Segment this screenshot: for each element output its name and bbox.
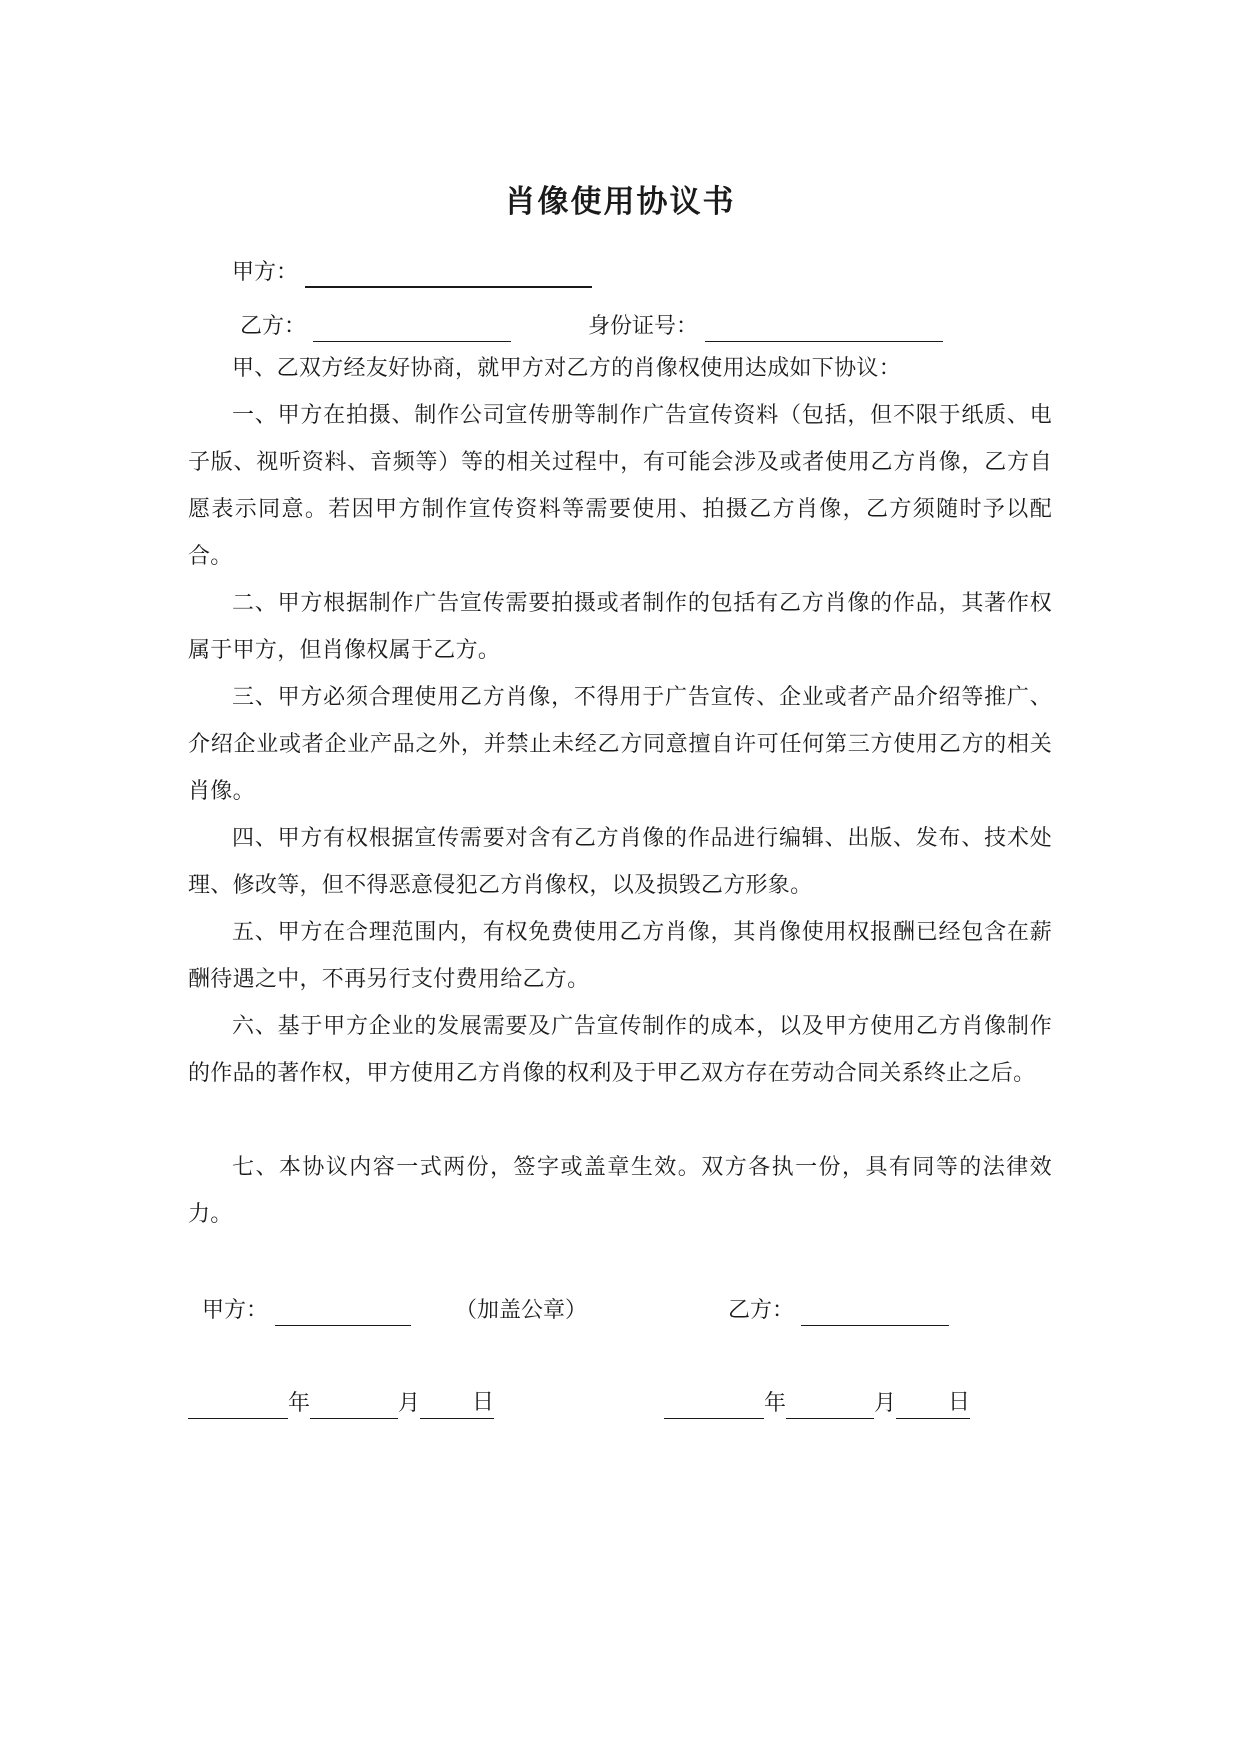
party-a-label: 甲方：: [232, 260, 299, 285]
party-b-label: 乙方：: [240, 314, 307, 339]
clause-6: 六、基于甲方企业的发展需要及广告宣传制作的成本，以及甲方使用乙方肖像制作的作品的著作权，甲方使用乙方肖像的权利及于甲乙双方存在劳动合同关系终止之后。: [188, 1014, 1052, 1086]
sign-party-b-label: 乙方：: [728, 1298, 795, 1323]
sign-party-a-label: 甲方：: [202, 1298, 269, 1323]
date-b-year-blank[interactable]: [664, 1394, 764, 1419]
party-b-row: [240, 312, 511, 342]
date-a-year-label: 年: [288, 1391, 311, 1416]
signature-party-a: [202, 1296, 587, 1326]
date-b-year-label: 年: [764, 1391, 787, 1416]
date-b-day-label: 日: [948, 1388, 970, 1419]
date-a-month-blank[interactable]: [310, 1394, 398, 1419]
clause-3: 三、甲方必须合理使用乙方肖像，不得用于广告宣传、企业或者产品介绍等推广、介绍企业或者企业产品之外，并禁止未经乙方同意擅自许可任何第三方使用乙方的相关肖像。: [188, 685, 1052, 804]
date-line-b: [664, 1388, 970, 1419]
intro-paragraph: 甲、乙双方经友好协商，就甲方对乙方的肖像权使用达成如下协议：: [232, 356, 902, 381]
signature-party-b: [728, 1296, 949, 1326]
party-a-blank[interactable]: [305, 264, 592, 288]
clause-5: 五、甲方在合理范围内，有权免费使用乙方肖像，其肖像使用权报酬已经包含在薪酬待遇之中，不再另行支付费用给乙方。: [188, 920, 1052, 992]
id-number-row: [588, 312, 943, 342]
clause-4: 四、甲方有权根据宣传需要对含有乙方肖像的作品进行编辑、出版、发布、技术处理、修改等，但不得恶意侵犯乙方肖像权，以及损毁乙方形象。: [188, 826, 1052, 898]
document-title: 肖像使用协议书: [504, 184, 736, 220]
clause-2: 二、甲方根据制作广告宣传需要拍摄或者制作的包括有乙方肖像的作品，其著作权属于甲方，但肖像权属于乙方。: [188, 591, 1052, 663]
seal-note: （加盖公章）: [455, 1298, 588, 1323]
party-a-row: [232, 258, 592, 288]
date-a-year-blank[interactable]: [188, 1394, 288, 1419]
id-number-blank[interactable]: [705, 319, 943, 342]
clause-7: 七、本协议内容一式两份，签字或盖章生效。双方各执一份，具有同等的法律效力。: [188, 1155, 1052, 1227]
date-a-month-label: 月: [398, 1391, 421, 1416]
date-a-day-blank[interactable]: [420, 1394, 472, 1419]
date-line-a: [188, 1388, 494, 1419]
party-b-blank[interactable]: [313, 319, 511, 342]
date-b-month-label: 月: [874, 1391, 897, 1416]
sign-party-a-blank[interactable]: [275, 1303, 411, 1326]
date-a-day-label: 日: [472, 1388, 494, 1419]
sign-party-b-blank[interactable]: [801, 1303, 949, 1326]
date-b-day-blank[interactable]: [896, 1394, 948, 1419]
date-b-month-blank[interactable]: [786, 1394, 874, 1419]
id-number-label: 身份证号：: [588, 314, 699, 339]
clause-1: 一、甲方在拍摄、制作公司宣传册等制作广告宣传资料（包括，但不限于纸质、电子版、视听资料、音频等）等的相关过程中，有可能会涉及或者使用乙方肖像，乙方自愿表示同意。若因甲方制作宣传资料等需要使用、拍摄乙方肖像，乙方须随时予以配合。: [188, 403, 1052, 569]
